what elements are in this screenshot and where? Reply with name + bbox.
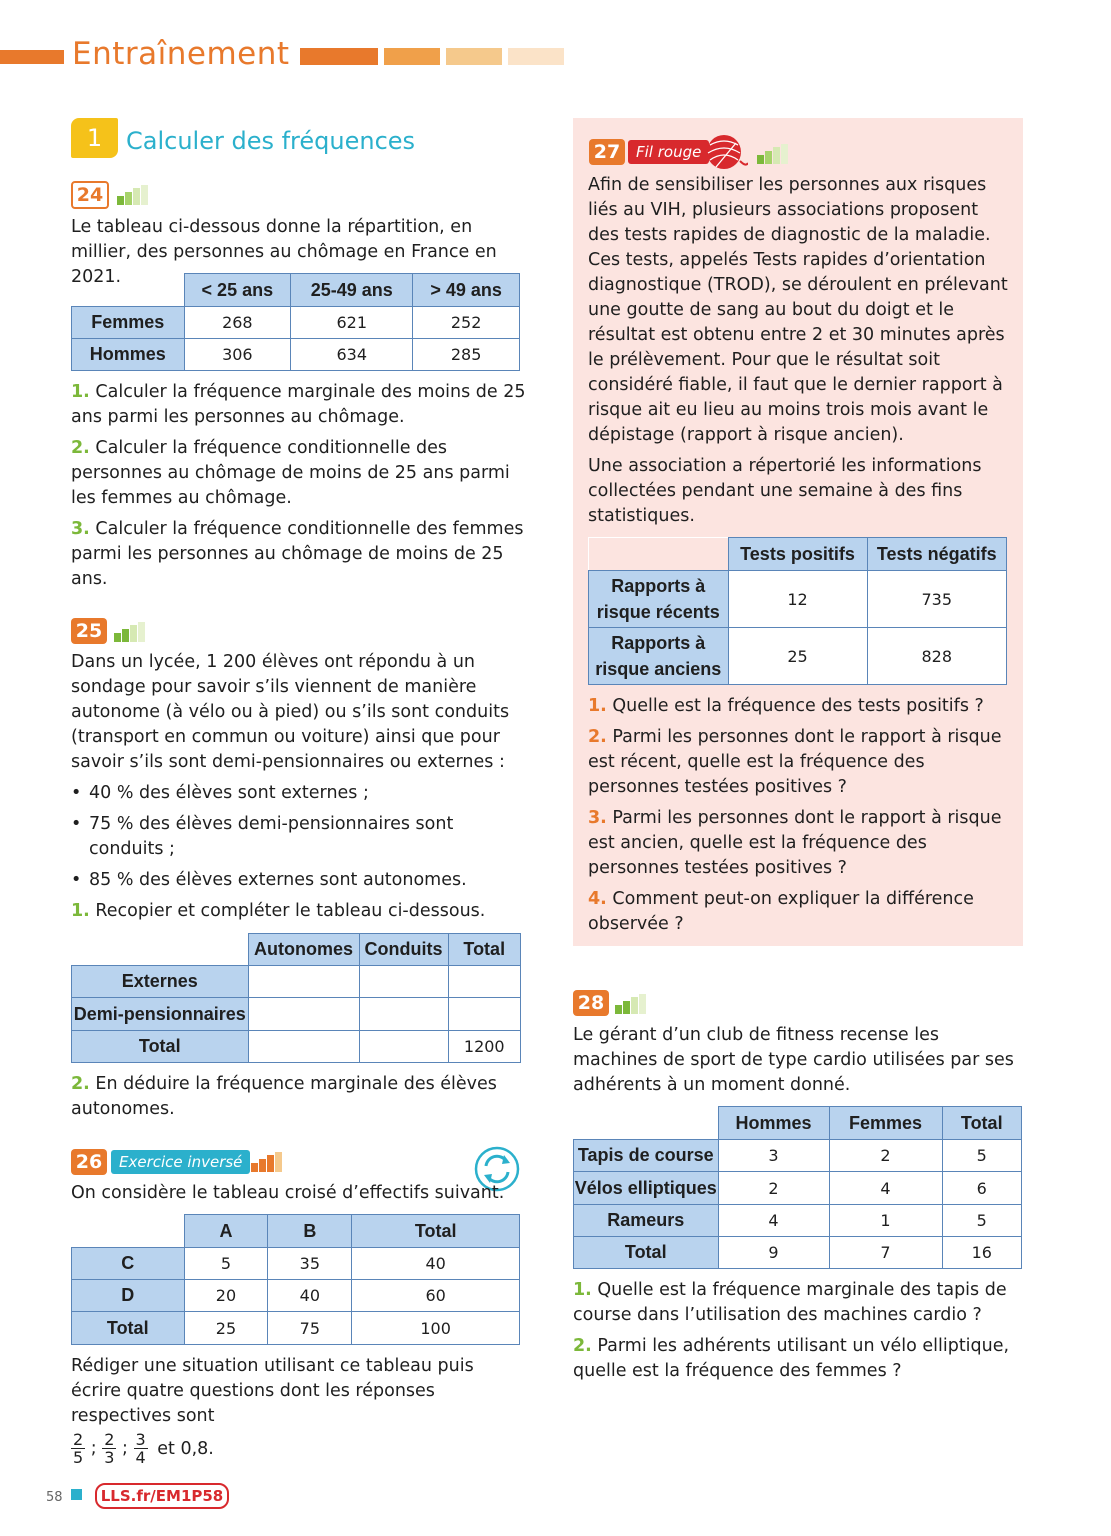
header-bar-1 [300,48,378,65]
fil-rouge-tag: Fil rouge [628,140,709,164]
ex24-row-header: Femmes [72,307,185,339]
exercise-number-26: 26 [71,1149,107,1175]
ex24-cell: 621 [291,307,413,339]
ex24-cell: 306 [184,339,291,371]
header-bar-4 [508,48,564,65]
difficulty-bars-icon [757,144,789,164]
exercise-number-28: 28 [573,990,609,1016]
footer-square [71,1489,82,1500]
fraction: $\frac{2}{3}$ [104,1430,115,1467]
fraction: $\frac{2}{5}$ [73,1430,84,1467]
ex25-cell [248,966,359,998]
ex26-cell: 100 [352,1312,520,1345]
ex24-cell: 634 [291,339,413,371]
ex28-cell: 4 [718,1205,829,1237]
ex26-table [71,1214,520,1345]
ex28-row-header: Vélos elliptiques [574,1172,719,1205]
ex28-cell: 6 [942,1172,1022,1205]
ex28-cell: 16 [942,1237,1022,1269]
exercise-number-27: 27 [589,139,625,165]
ex25-col-header: Total [448,934,521,966]
ex25-col-header: Autonomes [248,934,359,966]
difficulty-bars-icon [117,185,149,205]
ex26-cell: 40 [352,1248,520,1280]
ex26-row-header: Total [72,1312,185,1345]
section-title: Calculer des fréquences [126,127,416,155]
ex25-cell: 1200 [448,1031,521,1063]
ex28-col-header: Hommes [718,1107,829,1140]
ex26-cell: 75 [268,1312,352,1345]
ex28-row-header: Rameurs [574,1205,719,1237]
ex25-row-header: Demi-pensionnaires [72,998,249,1031]
ex24-row-header: Hommes [72,339,185,371]
ex28-questions: 1. Quelle est la fréquence marginale des tapis de course dans l’utilisation des machines cardio ? 2. Parmi les adhérents utilisant un vélo elliptique, quelle est la fréquence des femmes ? [573,1280,1010,1381]
ex28-cell: 1 [829,1205,942,1237]
ex27-cell: 12 [728,571,867,628]
ex25-col-header: Conduits [359,934,448,966]
ex26-col-header: A [184,1215,268,1248]
ex25-body: Dans un lycée, 1 200 élèves ont répondu à un sondage pour savoir s’ils viennent de manière autonome (à vélo ou à pied) ou s’ils sont conduits (transport en commun ou voiture) ainsi que pour savoir s’ils sont demi-pensionnaires ou externes : • 40 % des élèves sont externes ; • 75 % des élèves demi-pensionnaires sont conduits ; • 85 % des élèves externes sont autonomes. 1. Recopier et compléter le tableau ci-dessous. [71,650,526,930]
ex27-body: Afin de sensibiliser les personnes aux risques liés au VIH, plusieurs associations proposent des tests rapides de diagnostic de la maladie. Ces tests, appelés Tests rapides d’orientation diagnostique (TROD), se déroulent en prélevant une goutte de sang au bout du doigt et le résultat est obtenu entre 2 et 30 minutes après le prélèvement. Pour que le résultat soit considéré fiable, il faut que le dernier rapport à risque ait eu lieu au moins trois mois avant le dépistage (rapport à risque ancien). Une association a répertorié les informations collectées pendant une semaine à des fins statistiques. [588,175,1008,526]
ex28-cell: 5 [942,1140,1022,1172]
ex28-cell: 5 [942,1205,1022,1237]
ex25-cell [248,998,359,1031]
ex25-cell [448,966,521,998]
ex28-row-header: Tapis de course [574,1140,719,1172]
ex28-table [573,1106,1022,1269]
ex27-col-header: Tests négatifs [867,538,1007,571]
ex26-text: Rédiger une situation utilisant ce tableau puis écrire quatre questions dont les réponses respectives sont $\frac{2}{5}$ ; $\frac{2}{3}$ ; $\frac{3}{4}$ et 0,8. [71,1356,474,1467]
ex28-cell: 9 [718,1237,829,1269]
ex27-cell: 828 [867,628,1007,685]
ex24-col-header: < 25 ans [184,274,291,307]
ex26-col-header: B [268,1215,352,1248]
ex28-cell: 3 [718,1140,829,1172]
ex24-intro: Le tableau ci-dessous donne la répartition, en millier, des personnes au chômage en France en 2021. [71,217,497,287]
ex26-cell: 60 [352,1280,520,1312]
ex28-cell: 7 [829,1237,942,1269]
header-bar-3 [446,48,502,65]
ex28-row-header: Total [574,1237,719,1269]
ex26-cell: 25 [184,1312,268,1345]
page-title: Entraînement [72,36,290,72]
ex24-col-header: > 49 ans [413,274,520,307]
difficulty-bars-icon [251,1152,283,1172]
ex27-row-header: Rapports à risque anciens [589,628,729,685]
ex25-cell [359,1031,448,1063]
ex25-cell [248,1031,359,1063]
ex27-row-header: Rapports à risque récents [589,571,729,628]
ex28-cell: 2 [829,1140,942,1172]
ex25-question-2: 2. En déduire la fréquence marginale des élèves autonomes. [71,1074,497,1119]
ex26-intro: On considère le tableau croisé d’effectifs suivant. [71,1183,505,1203]
difficulty-bars-icon [114,622,146,642]
header-bar-left [0,50,64,64]
ex27-table [588,537,1007,685]
ex27-cell: 735 [867,571,1007,628]
ex26-cell: 20 [184,1280,268,1312]
ex28-col-header: Total [942,1107,1022,1140]
exercise-number-25: 25 [71,618,107,644]
footer-link[interactable]: LLS.fr/EM1P58 [95,1483,229,1509]
ex28-intro: Le gérant d’un club de fitness recense les machines de sport de type cardio utilisées par ses adhérents à un moment donné. [573,1025,1014,1095]
ex28-cell: 4 [829,1172,942,1205]
header-bar-2 [384,48,440,65]
ex24-cell: 268 [184,307,291,339]
ex24-questions: 1. Calculer la fréquence marginale des moins de 25 ans parmi les personnes au chômage. 2. Calculer la fréquence conditionnelle des personnes au chômage de moins de 25 ans parmi les femmes au chômage. 3. Calculer la fréquence conditionnelle des femmes parmi les personnes au chômage de moins de 25 ans. [71,382,526,589]
ex25-cell [359,966,448,998]
ex25-cell [359,998,448,1031]
ex25-row-header: Total [72,1031,249,1063]
ex24-cell: 285 [413,339,520,371]
ex26-row-header: C [72,1248,185,1280]
ex27-cell: 25 [728,628,867,685]
page-number: 58 [46,1490,63,1505]
ex26-cell: 40 [268,1280,352,1312]
section-number: 1 [71,118,118,158]
ex26-row-header: D [72,1280,185,1312]
ex24-col-header: 25-49 ans [291,274,413,307]
exercise-inverse-tag: Exercice inversé [111,1150,250,1174]
ex27-questions: 1. Quelle est la fréquence des tests positifs ? 2. Parmi les personnes dont le rapport à risque est récent, quelle est la fréquence des personnes testées positives ? 3. Parmi les personnes dont le rapport à risque est ancien, quelle est la fréquence des personnes testées positives ? 4. Comment peut-on expliquer la différence observée ? [588,696,1002,934]
yarn-ball-icon [700,133,748,171]
ex25-table [71,933,521,1063]
ex28-cell: 2 [718,1172,829,1205]
exercise-number-24: 24 [71,181,109,209]
fraction: $\frac{3}{4}$ [135,1430,146,1467]
ex27-col-header: Tests positifs [728,538,867,571]
ex28-col-header: Femmes [829,1107,942,1140]
ex26-cell: 35 [268,1248,352,1280]
ex26-cell: 5 [184,1248,268,1280]
ex24-cell: 252 [413,307,520,339]
ex24-table [71,273,520,371]
ex25-row-header: Externes [72,966,249,998]
difficulty-bars-icon [615,994,647,1014]
ex25-cell [448,998,521,1031]
ex26-col-header: Total [352,1215,520,1248]
